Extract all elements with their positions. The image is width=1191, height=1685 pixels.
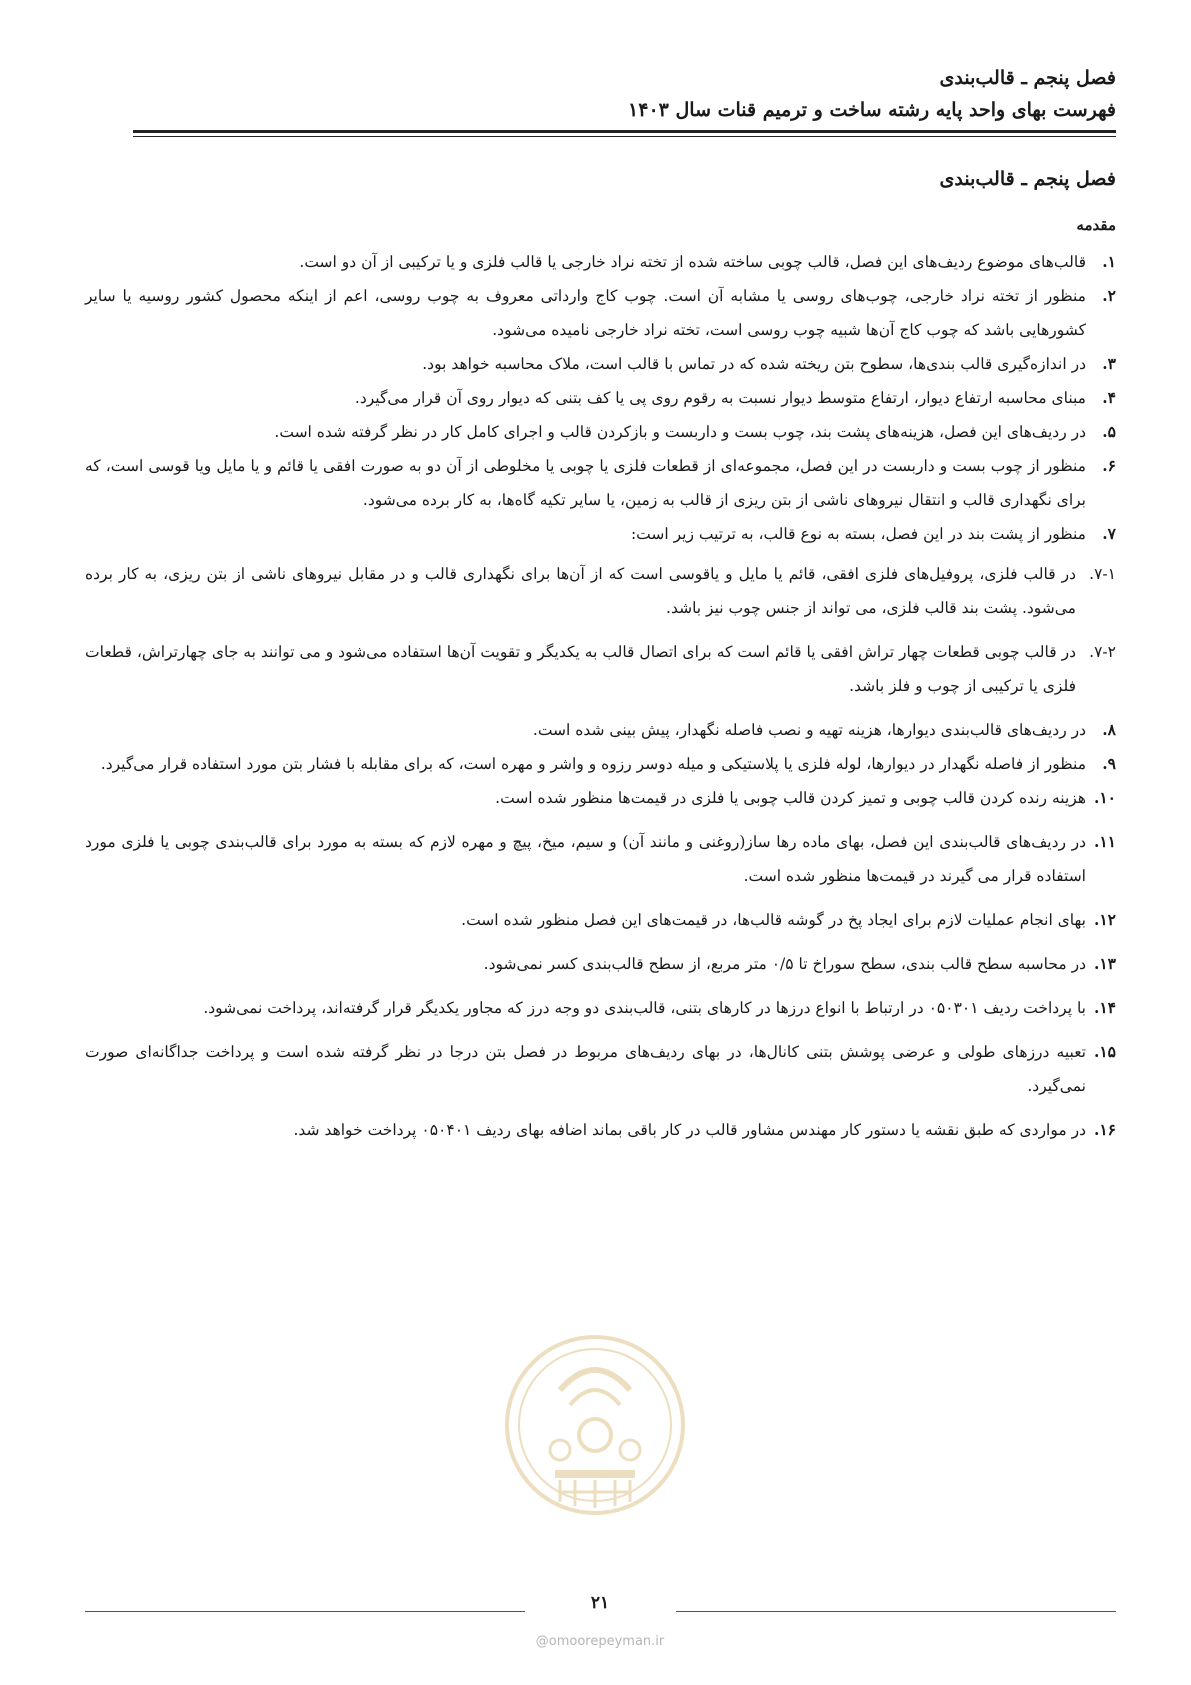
list-item — [85, 1035, 1116, 1103]
item-number: ۱۰. — [1093, 788, 1116, 807]
sub-item-text: در قالب فلزی، پروفیل‌های فلزی افقی، قائم یا مایل و یاقوسی است که از آن‌ها برای نگهداری قالب و در مقابل نیروهای ناشی از بتن ریزی، به کار برده می‌شود. پشت بند قالب فلزی، می تواند از جنس چوب نیز باشد. — [85, 565, 1076, 617]
item-number: ۵. — [1102, 422, 1116, 441]
list-item — [85, 947, 1116, 981]
item-number: ۸. — [1102, 720, 1116, 739]
item-text: منظور از تخته نراد خارجی، چوب‌های روسی یا مشابه آن است. چوب کاج وارداتی معروف به چوب روسی، اعم از اینکه محصول کشور روسیه یا سایر کشورهایی باشد که چوب کاج آن‌ها شبیه چوب روسی است، تخته نراد خارجی نامیده می‌شود. — [85, 287, 1086, 339]
item-number: ۱. — [1102, 252, 1116, 271]
header-rule-thin — [133, 136, 1116, 137]
list-item — [85, 1113, 1116, 1147]
sub-item-number: ۷-۲. — [1089, 643, 1116, 661]
page-number: ۲۱ — [590, 1593, 610, 1613]
list-item — [85, 903, 1116, 937]
website-watermark: @omoorepeyman.ir — [535, 1634, 665, 1649]
list-item — [85, 781, 1116, 815]
list-item — [85, 449, 1116, 517]
seal-logo-icon — [500, 1330, 690, 1520]
item-number: ۳. — [1102, 354, 1116, 373]
item-number: ۶. — [1102, 456, 1116, 475]
item-text: در ردیف‌های قالب‌بندی این فصل، بهای ماده رها ساز(روغنی و مانند آن) و سیم، میخ، پیچ و مهره لازم که بسته به مورد برای قالب‌بندی چوبی یا فلزی مورد استفاده قرار می گیرند در قیمت‌ها منظور شده است. — [85, 833, 1086, 885]
list-item — [85, 747, 1116, 781]
item-number: ۲. — [1102, 286, 1116, 305]
footer-rule-right — [676, 1611, 1116, 1612]
footer-rule-left — [85, 1611, 525, 1612]
item-text: مبنای محاسبه ارتفاع دیوار، ارتفاع متوسط دیوار نسبت به رقوم روی پی یا کف بتنی که دیوار روی آن قرار می‌گیرد. — [354, 389, 1086, 407]
list-item — [85, 279, 1116, 347]
item-number: ۱۲. — [1093, 910, 1116, 929]
item-text: بهای انجام عملیات لازم برای ایجاد پخ در گوشه قالب‌ها، در قیمت‌های این فصل منظور شده است. — [461, 911, 1086, 929]
header-chapter-title: فصل پنجم ـ قالب‌بندی — [939, 67, 1116, 89]
item-number: ۷. — [1102, 524, 1116, 543]
intro-list — [85, 245, 1116, 1147]
header-document-title: فهرست بهای واحد پایه رشته ساخت و ترمیم قنات سال ۱۴۰۳ — [628, 99, 1116, 121]
item-text: در ردیف‌های این فصل، هزینه‌های پشت بند، چوب بست و داربست و بازکردن قالب و اجرای کامل کار در نظر گرفته شده است. — [274, 423, 1086, 441]
item-text: با پرداخت ردیف ۰۵۰۳۰۱ در ارتباط با انواع درزها در کارهای بتنی، قالب‌بندی دو وجه درز که مجاور یکدیگر قرار گرفته‌اند، پرداخت نمی‌شود. — [203, 999, 1086, 1017]
list-item — [85, 415, 1116, 449]
sub-item-text: در قالب چوبی قطعات چهار تراش افقی یا قائم است که برای اتصال قالب به یکدیگر و تقویت آن‌ها استفاده می‌شود و می توانند به جای چهارتراش، قطعات فلزی یا ترکیبی از چوب و فلز باشد. — [85, 643, 1076, 695]
list-item — [85, 347, 1116, 381]
list-item — [85, 991, 1116, 1025]
list-item — [85, 713, 1116, 747]
list-item — [85, 245, 1116, 279]
header-rule-thick — [133, 130, 1116, 133]
seal-logo-graphic — [500, 1330, 690, 1520]
item-text: منظور از پشت بند در این فصل، بسته به نوع قالب، به ترتیب زیر است: — [630, 525, 1086, 543]
document-body — [85, 165, 1116, 1147]
item-text: هزینه رنده کردن قالب چوبی و تمیز کردن قالب چوبی یا فلزی در قیمت‌ها منظور شده است. — [495, 789, 1086, 807]
list-item — [85, 517, 1116, 551]
section-title: فصل پنجم ـ قالب‌بندی — [939, 168, 1116, 190]
item-number: ۹. — [1102, 754, 1116, 773]
item-text: در محاسبه سطح قالب بندی، سطح سوراخ تا ۰/۵ متر مربع، از سطح قالب‌بندی کسر نمی‌شود. — [483, 955, 1086, 973]
item-number: ۴. — [1102, 388, 1116, 407]
sub-list-item — [85, 635, 1116, 703]
sub-list-item — [85, 557, 1116, 625]
list-item — [85, 381, 1116, 415]
item-text: در مواردی که طبق نقشه یا دستور کار مهندس مشاور قالب در کار باقی بماند اضافه بهای ردیف ۰۵۰۴۰۱ پرداخت خواهد شد. — [293, 1121, 1086, 1139]
item-text: قالب‌های موضوع ردیف‌های این فصل، قالب چوبی ساخته شده از تخته نراد خارجی یا قالب فلزی و یا ترکیبی از آن دو است. — [299, 253, 1086, 271]
intro-heading: مقدمه — [1076, 216, 1116, 234]
item-number: ۱۳. — [1093, 954, 1116, 973]
item-number: ۱۱. — [1093, 832, 1116, 851]
sub-item-number: ۷-۱. — [1089, 565, 1116, 583]
item-number: ۱۶. — [1093, 1120, 1116, 1139]
item-number: ۱۴. — [1093, 998, 1116, 1017]
page-header — [133, 62, 1116, 126]
item-text: منظور از فاصله نگهدار در دیوارها، لوله فلزی یا پلاستیکی و میله دوسر رزوه و واشر و مهره است، که برای مقابله با فشار بتن مورد استفاده قرار می‌گیرد. — [100, 755, 1086, 773]
item-text: در اندازه‌گیری قالب بندی‌ها، سطوح بتن ریخته شده که در تماس با قالب است، ملاک محاسبه خواهد بود. — [422, 355, 1086, 373]
item-text: در ردیف‌های قالب‌بندی دیوارها، هزینه تهیه و نصب فاصله نگهدار، پیش بینی شده است. — [532, 721, 1086, 739]
item-text: منظور از چوب بست و داربست در این فصل، مجموعه‌ای از قطعات فلزی یا چوبی یا مخلوطی از آن دو به صورت افقی یا قائم و یا مایل ویا قوسی است، که برای نگهداری قالب و انتقال نیروهای ناشی از بتن ریزی از قالب به زمین، یا سایر تکیه گاه‌ها، به کار برده می‌شود. — [85, 457, 1086, 509]
list-item — [85, 825, 1116, 893]
item-number: ۱۵. — [1093, 1042, 1116, 1061]
item-text: تعبیه درزهای طولی و عرضی پوشش بتنی کانال‌ها، در بهای ردیف‌های مربوط در فصل بتن درجا در نظر گرفته شده است و پرداخت جداگانه‌ای صورت نمی‌گیرد. — [85, 1043, 1086, 1095]
